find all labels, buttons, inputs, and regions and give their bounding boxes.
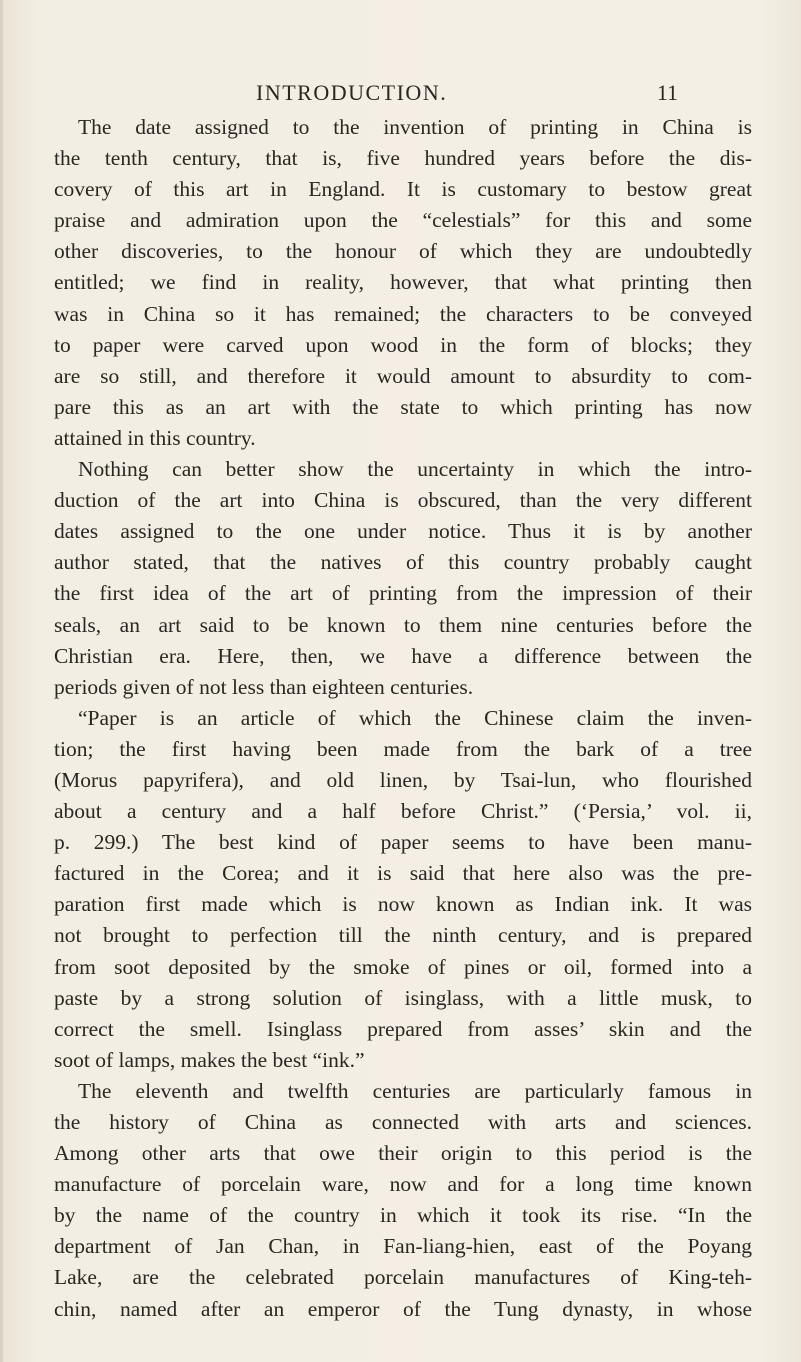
text-line: attained in this country. xyxy=(54,425,256,450)
text-line: not brought to perfection till the ninth century, and is prepared xyxy=(54,923,752,948)
text-line: dates assigned to the one under notice. Thus it is by another xyxy=(54,519,752,544)
text-line: The eleventh and twelfth centuries are particularly famous in xyxy=(78,1078,752,1103)
text-line: are so still, and therefore it would amount to absurdity to com- xyxy=(54,363,752,388)
text-line: covery of this art in England. It is customary to bestow great xyxy=(54,177,752,202)
body-text xyxy=(52,112,752,1325)
text-line: to paper were carved upon wood in the form of blocks; they xyxy=(54,332,752,357)
text-line: soot of lamps, makes the best “ink.” xyxy=(54,1047,365,1072)
text-line: Lake, are the celebrated porcelain manufactures of King-teh- xyxy=(54,1265,752,1290)
text-line: paration first made which is now known as Indian ink. It was xyxy=(54,892,752,917)
running-title: INTRODUCTION. xyxy=(256,80,448,105)
text-line: other discoveries, to the honour of which they are undoubtedly xyxy=(54,239,752,264)
text-line: duction of the art into China is obscured, than the very different xyxy=(54,488,752,513)
text-line: about a century and a half before Christ.” (‘Persia,’ vol. ii, xyxy=(54,799,752,824)
text-line: chin, named after an emperor of the Tung dynasty, in whose xyxy=(54,1296,752,1321)
text-line: the tenth century, that is, five hundred years before the dis- xyxy=(54,146,752,171)
text-line: department of Jan Chan, in Fan-liang-hien, east of the Poyang xyxy=(54,1234,752,1259)
text-line: paste by a strong solution of isinglass, with a little musk, to xyxy=(54,985,752,1010)
text-line: the history of China as connected with arts and sciences. xyxy=(54,1110,752,1134)
text-line: The date assigned to the invention of printing in China is xyxy=(78,115,752,139)
page-number: 11 xyxy=(656,80,678,105)
text-line: author stated, that the natives of this country probably caught xyxy=(54,550,752,575)
text-line: correct the smell. Isinglass prepared from asses’ skin and the xyxy=(54,1016,752,1041)
text-line: seals, an art said to be known to them nine centuries before the xyxy=(54,612,752,637)
text-line: p. 299.) The best kind of paper seems to have been manu- xyxy=(54,830,752,855)
text-line: Nothing can better show the uncertainty in which the intro- xyxy=(78,457,752,482)
text-line: “Paper is an article of which the Chinese claim the inven- xyxy=(78,705,752,730)
text-line: was in China so it has remained; the characters to be conveyed xyxy=(54,301,752,326)
text-line: factured in the Corea; and it is said that here also was the pre- xyxy=(54,861,752,886)
text-line: praise and admiration upon the “celestials” for this and some xyxy=(54,208,752,233)
text-line: the first idea of the art of printing from the impression of their xyxy=(54,581,752,606)
text-line: periods given of not less than eighteen centuries. xyxy=(54,674,474,699)
text-line: from soot deposited by the smoke of pines or oil, formed into a xyxy=(54,954,752,979)
text-line: (Morus papyrifera), and old linen, by Tsai-lun, who flourished xyxy=(54,767,752,792)
text-line: manufacture of porcelain ware, now and for a long time known xyxy=(54,1172,752,1197)
text-line: by the name of the country in which it took its rise. “In the xyxy=(54,1203,752,1228)
page-header xyxy=(256,80,678,108)
text-line: tion; the first having been made from the bark of a tree xyxy=(54,736,752,761)
page-left-edge xyxy=(0,0,3,1362)
text-line: Christian era. Here, then, we have a difference between the xyxy=(54,643,752,668)
text-line: Among other arts that owe their origin to this period is the xyxy=(54,1141,752,1166)
text-line: entitled; we find in reality, however, that what printing then xyxy=(54,270,752,295)
text-line: pare this as an art with the state to which printing has now xyxy=(54,394,752,419)
